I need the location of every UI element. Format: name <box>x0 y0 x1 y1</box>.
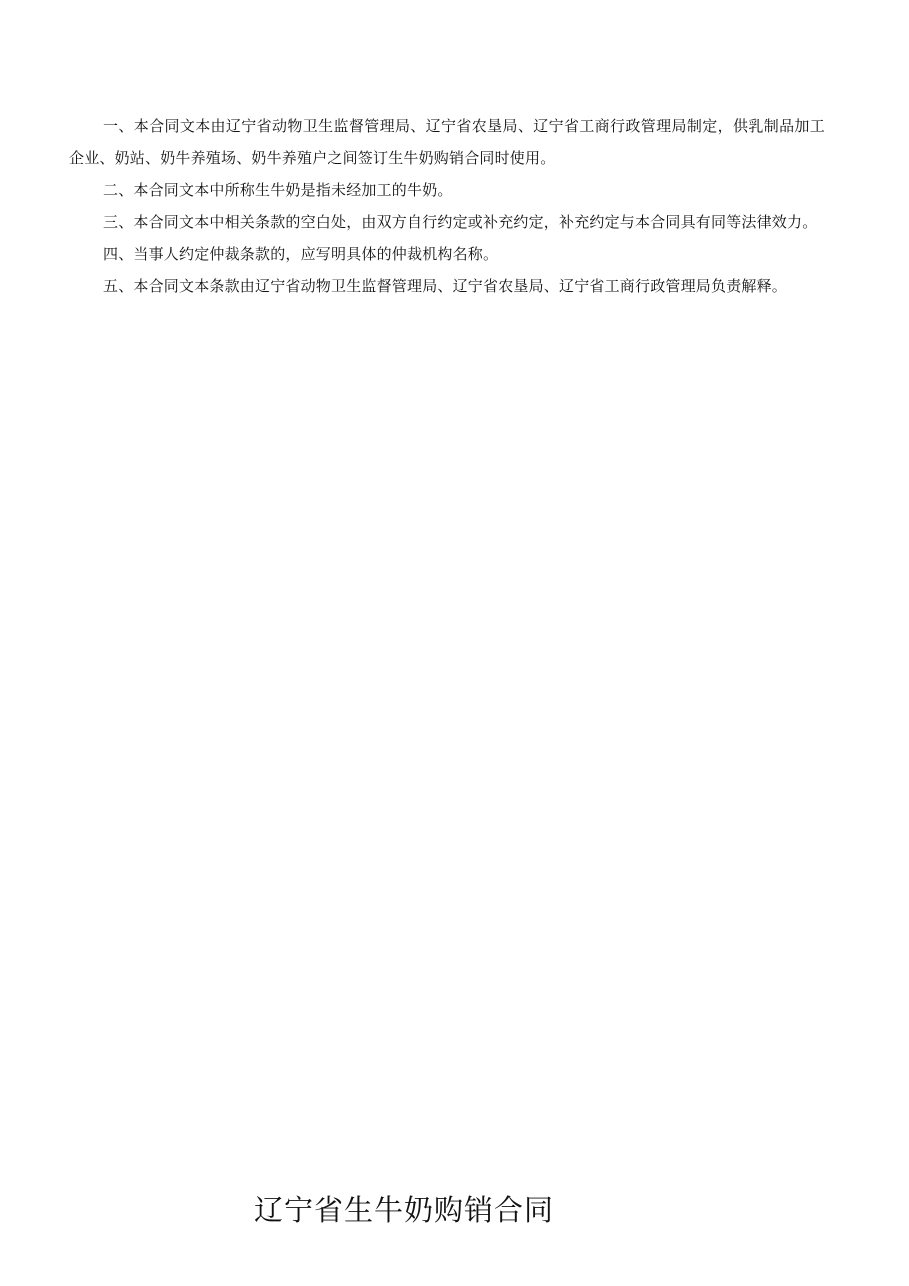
usage-notes <box>69 110 825 302</box>
contract-title: 辽宁省生牛奶购销合同 <box>254 1193 555 1227</box>
note-paragraph-4: 四、当事人约定仲裁条款的，应写明具体的仲裁机构名称。 <box>103 245 499 263</box>
note-paragraph-2: 二、本合同文本中所称生牛奶是指未经加工的牛奶。 <box>103 181 453 199</box>
note-paragraph-5: 五、本合同文本条款由辽宁省动物卫生监督管理局、辽宁省农垦局、辽宁省工商行政管理局负责解释。 <box>103 277 788 295</box>
note-paragraph-3: 三、本合同文本中相关条款的空白处，由双方自行约定或补充约定，补充约定与本合同具有同等法律效力。 <box>103 213 818 231</box>
note-paragraph-1: 一、本合同文本由辽宁省动物卫生监督管理局、辽宁省农垦局、辽宁省工商行政管理局制定，供乳制品加工企业、奶站、奶牛养殖场、奶牛养殖户之间签订生牛奶购销合同时使用。 <box>69 117 825 167</box>
